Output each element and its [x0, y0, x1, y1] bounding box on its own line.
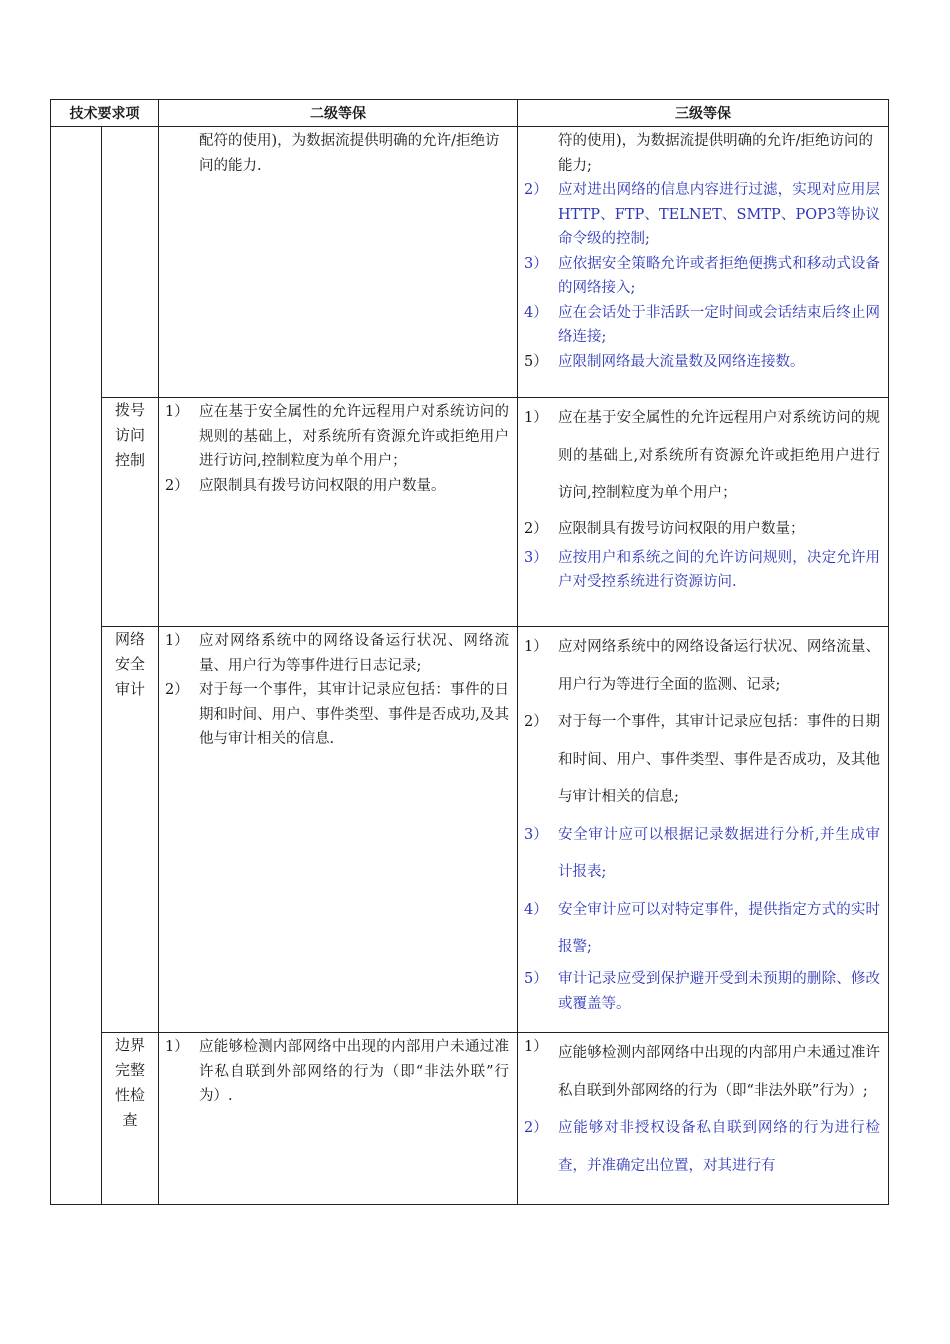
level3-continuation: 符的使用)，为数据流提供明确的允许/拒绝访问的能力; [558, 133, 874, 174]
level3-cell [518, 127, 889, 398]
list-item: 5） 审计记录应受到保护避开受到未预期的删除、修改或覆盖等。 [524, 970, 880, 1012]
level3-cell [518, 1033, 889, 1205]
header-tech-requirement: 技术要求项 [51, 100, 159, 127]
table-row [51, 627, 889, 1033]
subitem-cell [102, 398, 159, 627]
list-item: 3） 应依据安全策略允许或者拒绝便携式和移动式设备的网络接入; [524, 255, 880, 296]
list-item: 2） 对于每一个事件，其审计记录应包括：事件的日期和时间、用户、事件类型、事件是否成功,及其他与审计相关的信息. [165, 682, 509, 747]
list-item: 1） 应在基于安全属性的允许远程用户对系统访问的规则的基础上，对系统所有资源允许或拒绝用户进行访问,控制粒度为单个用户； [165, 404, 509, 469]
list-item: 2） 应限制具有拨号访问权限的用户数量。 [165, 477, 446, 494]
subitem-label: 边界完整性检查 [114, 1036, 145, 1129]
list-item: 1） 应对网络系统中的网络设备运行状况、网络流量、用户行为等事件进行日志记录; [165, 633, 509, 674]
list-item: 3） 安全审计应可以根据记录数据进行分析,并生成审计报表; [524, 826, 880, 880]
level3-cell [518, 627, 889, 1033]
list-item: 1） 应在基于安全属性的允许远程用户对系统访问的规则的基础上,对系统所有资源允许或拒绝用户进行访问,控制粒度为单个用户； [524, 410, 880, 501]
level2-cell [159, 398, 518, 627]
level2-continuation: 配符的使用)，为数据流提供明确的允许/拒绝访问的能力. [199, 133, 500, 174]
list-item: 2） 应能够对非授权设备私自联到网络的行为进行检查，并准确定出位置，对其进行有 [524, 1120, 880, 1174]
level2-cell [159, 627, 518, 1033]
table-header-row [51, 100, 889, 127]
subitem-label: 网络安全审计 [114, 630, 145, 698]
category-cell [51, 127, 102, 1205]
list-item: 4） 安全审计应可以对特定事件，提供指定方式的实时报警; [524, 901, 880, 955]
subitem-cell [102, 127, 159, 398]
list-item: 1） 应能够检测内部网络中出现的内部用户未通过准许私自联到外部网络的行为（即“非法外联”行为）. [165, 1039, 509, 1104]
level2-cell [159, 127, 518, 398]
list-item: 3） 应按用户和系统之间的允许访问规则，决定允许用户对受控系统进行资源访问. [524, 549, 880, 590]
subitem-cell [102, 1033, 159, 1205]
header-level-2: 二级等保 [159, 100, 518, 127]
level2-cell [159, 1033, 518, 1205]
header-level-3: 三级等保 [518, 100, 889, 127]
list-item: 2） 应对进出网络的信息内容进行过滤，实现对应用层HTTP、FTP、TELNET、SMTP、POP3等协议命令级的控制; [524, 182, 880, 247]
list-item: 1） 应能够检测内部网络中出现的内部用户未通过准许私自联到外部网络的行为（即“非法外联”行为）; [524, 1039, 880, 1099]
list-item: 2） 应限制具有拨号访问权限的用户数量； [524, 520, 805, 537]
list-item: 4） 应在会话处于非活跃一定时间或会话结束后终止网络连接; [524, 304, 880, 345]
list-item: 5） 应限制网络最大流量数及网络连接数。 [524, 353, 805, 370]
list-item: 1） 应对网络系统中的网络设备运行状况、网络流量、用户行为等进行全面的监测、记录; [524, 639, 880, 693]
table-row [51, 127, 889, 398]
subitem-cell [102, 627, 159, 1033]
level3-cell [518, 398, 889, 627]
requirements-table [50, 99, 889, 1205]
table-row [51, 1033, 889, 1205]
table-row [51, 398, 889, 627]
subitem-label: 拨号访问控制 [114, 401, 145, 469]
list-item: 2） 对于每一个事件，其审计记录应包括：事件的日期和时间、用户、事件类型、事件是否成功，及其他与审计相关的信息; [524, 714, 880, 805]
